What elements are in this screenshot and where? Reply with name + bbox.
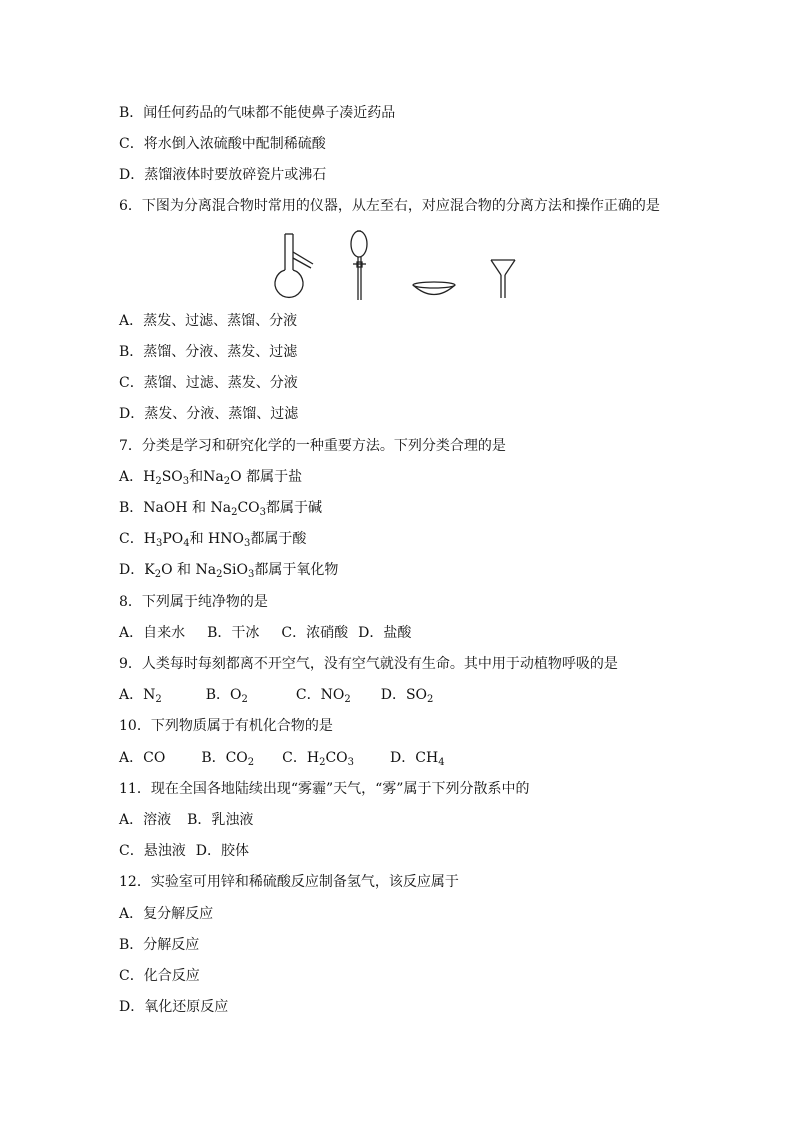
q11-options-row1 (119, 811, 253, 829)
q8-option-c: C．浓硝酸 (281, 625, 349, 641)
q9-option-c: C．$NO_2$ (295, 687, 351, 705)
q11-stem: 11．现在全国各地陆续出现“雾霾”天气，“雾”属于下列分散系中的 (119, 781, 530, 797)
q5-option-c: C．将水倒入浓硫酸中配制稀硫酸 (119, 136, 326, 152)
separatory-funnel-icon (351, 231, 367, 300)
q6-stem: 6．下图为分离混合物时常用的仪器，从左至右，对应混合物的分离方法和操作正确的是 (119, 198, 660, 214)
q12-option-d: D．氧化还原反应 (119, 999, 229, 1015)
q10-stem: 10．下列物质属于有机化合物的是 (119, 718, 333, 734)
q12-option-c: C．化合反应 (119, 968, 200, 984)
q6-option-a: A．蒸发、过滤、蒸馏、分液 (119, 313, 298, 329)
q6-option-b: B．蒸馏、分液、蒸发、过滤 (119, 344, 298, 360)
q10-option-a: A．CO (119, 750, 166, 766)
q11-option-b: B．乳浊液 (187, 812, 254, 828)
q11-option-a: A．溶液 (119, 812, 172, 828)
q9-option-a: A．$N_2$ (119, 687, 162, 705)
q8-option-d: D．盐酸 (358, 625, 412, 641)
q12-option-a: A．复分解反应 (119, 906, 214, 922)
q8-options (119, 624, 411, 642)
q6-option-c: C．蒸馏、过滤、蒸发、分液 (119, 375, 298, 391)
q7-option-c: C．$H_3PO_4$和 $HNO_3$都属于酸 (119, 531, 307, 549)
q7-option-d: D．$K_2O$ 和 $Na_2SiO_3$都属于氧化物 (119, 562, 339, 580)
q9-stem: 9．人类每时每刻都离不开空气，没有空气就没有生命。其中用于动植物呼吸的是 (119, 656, 618, 672)
q10-options (119, 749, 445, 767)
q7-option-b: B．NaOH 和 $Na_2CO_3$都属于碱 (119, 500, 323, 518)
filter-funnel-icon (491, 260, 515, 298)
q11-option-d: D．胶体 (195, 843, 249, 859)
apparatus-figure (265, 228, 525, 304)
q10-option-b: B．$CO_2$ (201, 750, 255, 768)
distillation-flask-icon (275, 234, 313, 297)
q5-option-d: D．蒸馏液体时要放碎瓷片或沸石 (119, 167, 327, 183)
q5-option-b: B．闻任何药品的气味都不能使鼻子凑近药品 (119, 105, 396, 121)
q7-option-a: A．$H_2SO_3$和$Na_2O$ 都属于盐 (119, 469, 303, 487)
evaporating-dish-icon (413, 282, 455, 295)
q12-option-b: B．分解反应 (119, 937, 200, 953)
q10-option-c: C．$H_2CO_3$ (282, 750, 355, 768)
q10-option-d: D．$CH_4$ (390, 750, 445, 768)
q9-option-d: D．$SO_2$ (380, 687, 434, 705)
q8-option-a: A．自来水 (119, 625, 186, 641)
q8-option-b: B．干冰 (207, 625, 260, 641)
q7-stem: 7．分类是学习和研究化学的一种重要方法。下列分类合理的是 (119, 438, 506, 454)
q9-option-b: B．$O_2$ (205, 687, 248, 705)
q9-options (119, 686, 433, 704)
q11-options-row2 (119, 842, 249, 860)
q11-option-c: C．悬浊液 (119, 843, 186, 859)
q6-option-d: D．蒸发、分液、蒸馏、过滤 (119, 406, 299, 422)
q8-stem: 8．下列属于纯净物的是 (119, 594, 268, 610)
q12-stem: 12．实验室可用锌和稀硫酸反应制备氢气，该反应属于 (119, 874, 459, 890)
